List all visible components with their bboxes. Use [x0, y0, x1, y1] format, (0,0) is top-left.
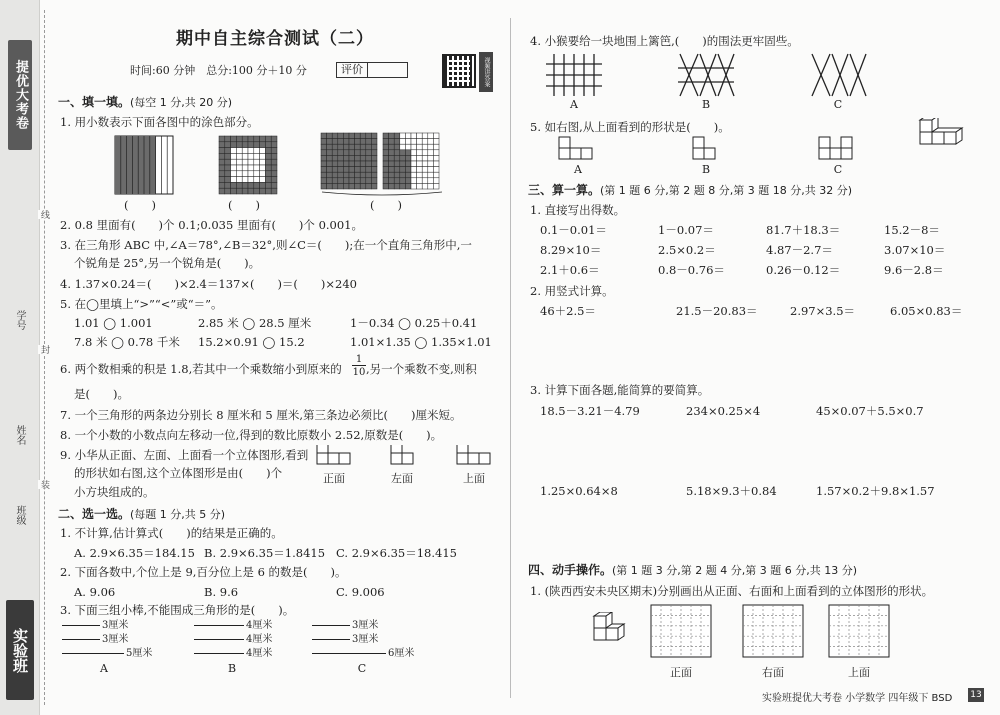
- view-label-left: 左面: [391, 472, 413, 485]
- cut-line: [44, 10, 45, 705]
- answer-paren-1[interactable]: ( ): [124, 198, 156, 212]
- s2-q3: 3. 下面三组小棒,不能围成三角形的是( )。: [60, 603, 295, 617]
- left-view-figure: [390, 445, 416, 467]
- simp-1: 18.5－3.21－4.79: [540, 404, 640, 418]
- direct-item-0-1: 1－0.07＝: [658, 223, 714, 237]
- section2-score: (每题 1 分,共 5 分): [130, 508, 226, 521]
- fence-letter-c: C: [833, 98, 843, 111]
- id-field: 学号: [14, 310, 25, 330]
- s2-q2-a[interactable]: A. 9.06: [74, 585, 116, 599]
- section1-score: (每空 1 分,共 20 分): [130, 96, 233, 109]
- stick-letter-a: A: [100, 662, 108, 675]
- q5-r1-b: 2.85 米 ◯ 28.5 厘米: [198, 316, 312, 330]
- s1-q3b: 个锐角是 25°,另一个锐角是( )。: [74, 256, 261, 270]
- q5-r2-b: 15.2×0.91 ◯ 15.2: [198, 335, 305, 349]
- direct-item-0-0: 0.1－0.01＝: [540, 223, 607, 237]
- direct-item-1-2: 4.87－2.7＝: [766, 243, 833, 257]
- option-b-shape: [692, 136, 718, 162]
- section1-title: 一、填一填。: [58, 95, 131, 109]
- option-a-shape: [558, 136, 594, 162]
- s1-q9a: 9. 小华从正面、左面、上面看一个立体图形,看到: [60, 448, 309, 462]
- s1-q2: 2. 0.8 里面有( )个 0.1;0.035 里面有( )个 0.001。: [60, 218, 363, 232]
- cut-mark-seal: 封: [39, 345, 49, 354]
- fence-a: [544, 52, 604, 98]
- s1-q8: 8. 一个小数的小数点向左移动一位,得到的数比原数小 2.52,原数是( )。: [60, 428, 443, 442]
- s2-q2: 2. 下面各数中,个位上是 9,百分位上是 6 的数是( )。: [60, 565, 347, 579]
- stick-c2: 3厘米: [352, 634, 379, 645]
- stick-a3: 5厘米: [126, 648, 153, 659]
- stick-b1: 4厘米: [246, 620, 273, 631]
- vertical-1: 46＋2.5＝: [540, 304, 596, 318]
- q5-r2-a: 7.8 米 ◯ 0.78 千米: [74, 335, 180, 349]
- qr-code-icon[interactable]: [442, 54, 476, 88]
- binding-spine: [0, 0, 40, 715]
- figure-stripes: [114, 135, 176, 197]
- s1-q9c: 小方块组成的。: [74, 485, 155, 499]
- s1-q6a: 6. 两个数相乘的积是 1.8,若其中一个乘数缩小到原来的: [60, 362, 342, 376]
- fence-b: [676, 52, 736, 98]
- view-label-front: 正面: [323, 472, 345, 485]
- s1-q1: 1. 用小数表示下面各图中的涂色部分。: [60, 115, 259, 129]
- fence-letter-a: A: [570, 98, 578, 111]
- view-label-top: 上面: [463, 472, 485, 485]
- simp-3: 45×0.07＋5.5×0.7: [816, 404, 924, 418]
- r-q4: 4. 小猴要给一块地围上篱笆,( )的围法更牢固些。: [530, 34, 799, 48]
- s1-q4: 4. 1.37×0.24＝( )×2.4＝137×( )＝( )×240: [60, 277, 357, 291]
- s1-q5: 5. 在◯里填上“>”“<”或“＝”。: [60, 297, 223, 311]
- stick-letter-c: C: [357, 662, 367, 675]
- right-column: [528, 0, 988, 715]
- s1-q9b: 的形状如右图,这个立体图形是由( )个: [74, 466, 283, 480]
- drawing-grid-front[interactable]: [650, 604, 712, 658]
- s2-q1-b[interactable]: B. 2.9×6.35＝1.8415: [204, 546, 326, 560]
- s1-q6b: ,另一个乘数不变,则积: [366, 362, 477, 376]
- page-number: 13: [968, 688, 984, 702]
- cut-mark-bind: 装: [39, 480, 49, 489]
- stick-b3: 4厘米: [246, 648, 273, 659]
- section4-score: (第 1 题 3 分,第 2 题 4 分,第 3 题 6 分,共 13 分): [612, 564, 858, 577]
- fence-c: [808, 52, 868, 98]
- vertical-4: 6.05×0.83＝: [890, 304, 963, 318]
- s2-q1-c[interactable]: C. 2.9×6.35＝18.415: [336, 546, 457, 560]
- direct-item-2-3: 9.6－2.8＝: [884, 263, 944, 277]
- stick-c3: 6厘米: [388, 648, 415, 659]
- vertical-2: 21.5－20.83＝: [676, 304, 758, 318]
- stick-a1: 3厘米: [102, 620, 129, 631]
- s4-q1: 1. (陕西西安未央区期末)分别画出从正面、右面和上面看到的立体图形的形状。: [530, 584, 934, 598]
- top-view-figure: [456, 445, 492, 467]
- q5-r2-c: 1.01×1.35 ◯ 1.35×1.01: [350, 335, 492, 349]
- s2-q1: 1. 不计算,估计算式( )的结果是正确的。: [60, 526, 283, 540]
- s3-q2: 2. 用竖式计算。: [530, 284, 614, 298]
- s1-q3a: 3. 在三角形 ABC 中,∠A＝78°,∠B＝32°,则∠C＝( );在一个直角三角形中,一: [60, 238, 472, 252]
- s3-q1: 1. 直接写出得数。: [530, 203, 626, 217]
- exam-meta: 时间:60 分钟 总分:100 分＋10 分: [130, 64, 307, 77]
- direct-item-0-2: 81.7＋18.3＝: [766, 223, 841, 237]
- front-view-figure: [316, 445, 352, 467]
- left-column: [58, 0, 498, 715]
- shape-letter-b: B: [701, 163, 711, 176]
- s3-q3: 3. 计算下面各题,能简算的要简算。: [530, 383, 710, 397]
- figure-double-grid: [320, 132, 444, 196]
- drawing-grid-top[interactable]: [828, 604, 890, 658]
- s2-q2-c[interactable]: C. 9.006: [336, 585, 385, 599]
- brand-bottom: 实验班: [6, 600, 34, 700]
- name-field: 姓名: [14, 425, 25, 445]
- brand-top: 提优大考卷: [8, 40, 32, 150]
- cube-stack-figure: [918, 118, 966, 152]
- footer-text: 实验班提优大考卷 小学数学 四年级下 BSD: [762, 693, 953, 704]
- grid-label-top: 上面: [848, 666, 870, 679]
- direct-item-1-0: 8.29×10＝: [540, 243, 602, 257]
- direct-item-1-3: 3.07×10＝: [884, 243, 946, 257]
- vertical-3: 2.97×3.5＝: [790, 304, 856, 318]
- section4-heading: [528, 563, 857, 578]
- simp-5: 5.18×9.3＋0.84: [686, 484, 777, 498]
- class-field: 班级: [14, 505, 25, 525]
- direct-item-1-1: 2.5×0.2＝: [658, 243, 716, 257]
- figure-frame-grid: [218, 135, 280, 197]
- s1-q6c: 是( )。: [74, 387, 129, 401]
- answer-paren-2[interactable]: ( ): [228, 198, 260, 212]
- grid-label-right: 右面: [762, 666, 784, 679]
- frac-den: 10: [352, 367, 366, 378]
- simp-6: 1.57×0.2＋9.8×1.57: [816, 484, 935, 498]
- section2-title: 二、选一选。: [58, 507, 131, 521]
- stick-a2: 3厘米: [102, 634, 129, 645]
- section4-title: 四、动手操作。: [528, 563, 613, 577]
- fence-letter-b: B: [701, 98, 711, 111]
- section2-heading: [58, 507, 225, 522]
- shape-letter-a: A: [574, 163, 582, 176]
- stick-letter-b: B: [227, 662, 237, 675]
- frac-num: 1: [352, 354, 366, 366]
- q5-r1-c: 1－0.34 ◯ 0.25＋0.41: [350, 316, 478, 330]
- section1-heading: [58, 95, 232, 110]
- cut-mark-line: 线: [39, 210, 49, 219]
- simp-4: 1.25×0.64×8: [540, 484, 618, 498]
- s2-q1-a[interactable]: A. 2.9×6.35＝184.15: [74, 546, 195, 560]
- simp-2: 234×0.25×4: [686, 404, 761, 418]
- direct-item-2-2: 0.26－0.12＝: [766, 263, 841, 277]
- grid-label-front: 正面: [670, 666, 692, 679]
- section3-score: (第 1 题 6 分,第 2 题 8 分,第 3 题 18 分,共 32 分): [600, 184, 853, 197]
- eval-label: 评价: [337, 63, 368, 77]
- stick-b2: 4厘米: [246, 634, 273, 645]
- r-q5: 5. 如右图,从上面看到的形状是( )。: [530, 120, 730, 134]
- direct-item-2-0: 2.1＋0.6＝: [540, 263, 600, 277]
- section3-title: 三、算一算。: [528, 183, 601, 197]
- s1-q7: 7. 一个三角形的两条边分别长 8 厘米和 5 厘米,第三条边必须比( )厘米短。: [60, 408, 462, 422]
- s2-q2-b[interactable]: B. 9.6: [204, 585, 239, 599]
- option-c-shape: [818, 136, 854, 162]
- drawing-grid-right[interactable]: [742, 604, 804, 658]
- direct-item-0-3: 15.2－8＝: [884, 223, 940, 237]
- answer-paren-3[interactable]: ( ): [370, 198, 402, 212]
- qr-tag: 视频讲答案: [479, 52, 493, 92]
- q5-r1-a: 1.01 ◯ 1.001: [74, 316, 153, 330]
- solid-figure: [592, 612, 632, 650]
- section3-heading: [528, 183, 852, 198]
- eval-box[interactable]: [336, 62, 408, 78]
- column-divider: [510, 18, 511, 698]
- page-title: 期中自主综合测试（二）: [176, 29, 374, 49]
- shape-letter-c: C: [833, 163, 843, 176]
- stick-c1: 3厘米: [352, 620, 379, 631]
- direct-item-2-1: 0.8－0.76＝: [658, 263, 725, 277]
